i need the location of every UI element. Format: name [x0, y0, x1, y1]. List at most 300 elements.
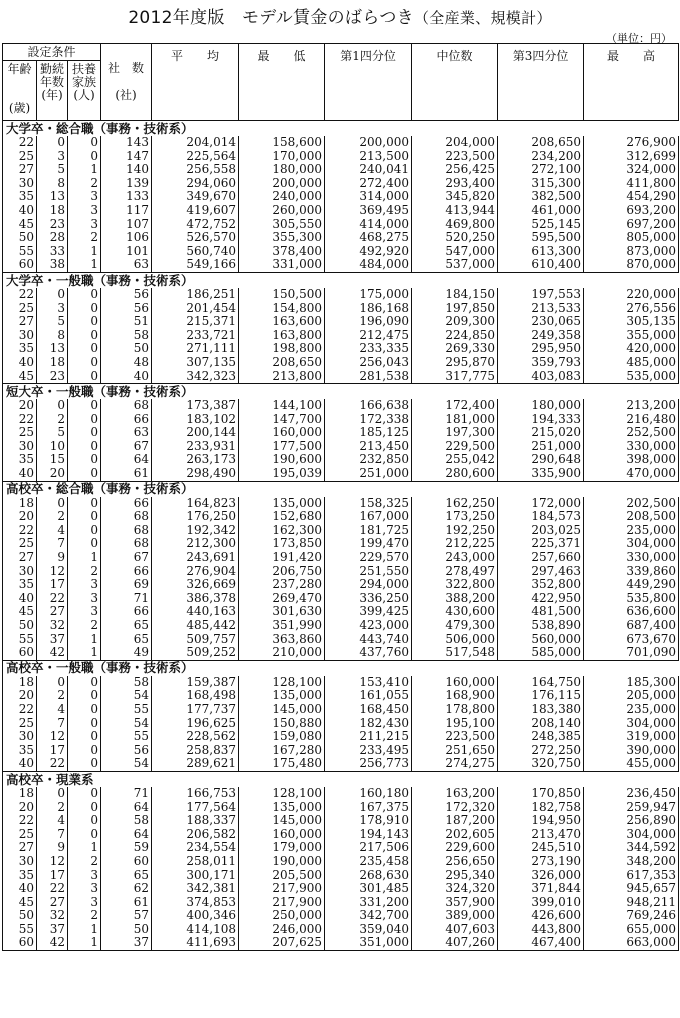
table-row	[3, 537, 679, 551]
cell-companies: 65	[101, 619, 152, 633]
cell-average: 234,554	[152, 841, 239, 855]
table-row	[3, 787, 679, 801]
header-age-label: 年齢	[7, 62, 32, 76]
section-header	[3, 121, 679, 137]
table-row	[3, 801, 679, 815]
cell-companies: 68	[101, 510, 152, 524]
cell-age: 27	[3, 551, 37, 565]
cell-age: 27	[3, 841, 37, 855]
cell-q3: 176,115	[498, 689, 584, 703]
cell-average: 176,250	[152, 510, 239, 524]
cell-family: 1	[68, 258, 101, 272]
cell-age: 35	[3, 869, 37, 883]
table-row	[3, 869, 679, 883]
cell-q3: 203,025	[498, 524, 584, 538]
cell-min: 260,000	[239, 204, 325, 218]
cell-average: 549,166	[152, 258, 239, 272]
cell-years: 0	[37, 787, 68, 801]
cell-min: 147,700	[239, 413, 325, 427]
section-label: 高校卒・現業系	[3, 771, 679, 787]
table-row	[3, 689, 679, 703]
cell-max: 348,200	[584, 855, 679, 869]
cell-max: 276,900	[584, 136, 679, 150]
cell-companies: 66	[101, 497, 152, 511]
table-body	[3, 121, 679, 951]
cell-q3: 481,500	[498, 605, 584, 619]
cell-companies: 56	[101, 302, 152, 316]
cell-average: 509,757	[152, 633, 239, 647]
cell-q3: 164,750	[498, 676, 584, 690]
cell-min: 173,850	[239, 537, 325, 551]
section-label: 大学卒・一般職（事務・技術系）	[3, 272, 679, 288]
cell-min: 198,800	[239, 342, 325, 356]
cell-max: 339,860	[584, 565, 679, 579]
cell-age: 30	[3, 329, 37, 343]
cell-years: 27	[37, 896, 68, 910]
cell-min: 152,680	[239, 510, 325, 524]
cell-average: 212,300	[152, 537, 239, 551]
cell-q1: 233,495	[325, 744, 412, 758]
cell-median: 517,548	[412, 646, 498, 660]
cell-family: 3	[68, 578, 101, 592]
cell-family: 0	[68, 329, 101, 343]
cell-average: 276,904	[152, 565, 239, 579]
cell-companies: 65	[101, 633, 152, 647]
cell-q1: 213,500	[325, 150, 412, 164]
cell-average: 560,740	[152, 245, 239, 259]
cell-age: 25	[3, 828, 37, 842]
cell-min: 145,000	[239, 703, 325, 717]
cell-min: 180,000	[239, 163, 325, 177]
cell-q3: 359,793	[498, 356, 584, 370]
cell-q1: 175,000	[325, 288, 412, 302]
cell-median: 295,340	[412, 869, 498, 883]
cell-q1: 359,040	[325, 923, 412, 937]
cell-years: 7	[37, 717, 68, 731]
cell-years: 10	[37, 440, 68, 454]
header-years-unit: (年)	[41, 88, 63, 102]
cell-years: 42	[37, 936, 68, 950]
cell-years: 15	[37, 453, 68, 467]
cell-median: 197,850	[412, 302, 498, 316]
cell-q1: 160,180	[325, 787, 412, 801]
cell-family: 0	[68, 370, 101, 384]
cell-q3: 248,385	[498, 730, 584, 744]
cell-years: 17	[37, 869, 68, 883]
cell-max: 701,090	[584, 646, 679, 660]
cell-max: 276,556	[584, 302, 679, 316]
cell-min: 191,420	[239, 551, 325, 565]
cell-age: 25	[3, 717, 37, 731]
header-companies-unit: (社)	[115, 88, 137, 102]
cell-median: 413,944	[412, 204, 498, 218]
table-row	[3, 245, 679, 259]
cell-family: 0	[68, 356, 101, 370]
cell-companies: 37	[101, 936, 152, 950]
cell-q1: 182,430	[325, 717, 412, 731]
cell-years: 2	[37, 413, 68, 427]
cell-q1: 167,000	[325, 510, 412, 524]
cell-average: 349,670	[152, 190, 239, 204]
cell-years: 9	[37, 551, 68, 565]
cell-median: 160,000	[412, 676, 498, 690]
cell-max: 220,000	[584, 288, 679, 302]
cell-companies: 68	[101, 537, 152, 551]
cell-max: 304,000	[584, 828, 679, 842]
cell-average: 201,454	[152, 302, 239, 316]
cell-years: 27	[37, 605, 68, 619]
cell-q1: 468,275	[325, 231, 412, 245]
cell-years: 5	[37, 426, 68, 440]
cell-q3: 595,500	[498, 231, 584, 245]
cell-median: 322,800	[412, 578, 498, 592]
cell-min: 154,800	[239, 302, 325, 316]
cell-age: 22	[3, 136, 37, 150]
cell-max: 202,500	[584, 497, 679, 511]
cell-age: 40	[3, 757, 37, 771]
cell-average: 164,823	[152, 497, 239, 511]
table-row	[3, 356, 679, 370]
cell-average: 440,163	[152, 605, 239, 619]
cell-q3: 382,500	[498, 190, 584, 204]
cell-age: 20	[3, 399, 37, 413]
cell-family: 3	[68, 869, 101, 883]
cell-companies: 63	[101, 426, 152, 440]
table-row	[3, 399, 679, 413]
cell-median: 388,200	[412, 592, 498, 606]
cell-max: 655,000	[584, 923, 679, 937]
cell-max: 948,211	[584, 896, 679, 910]
cell-years: 22	[37, 757, 68, 771]
cell-age: 25	[3, 302, 37, 316]
cell-age: 40	[3, 592, 37, 606]
cell-min: 250,000	[239, 909, 325, 923]
cell-companies: 55	[101, 730, 152, 744]
cell-years: 0	[37, 136, 68, 150]
cell-companies: 50	[101, 342, 152, 356]
cell-years: 18	[37, 356, 68, 370]
cell-average: 188,337	[152, 814, 239, 828]
cell-q1: 194,143	[325, 828, 412, 842]
table-row	[3, 923, 679, 937]
cell-median: 255,042	[412, 453, 498, 467]
cell-q1: 172,338	[325, 413, 412, 427]
cell-family: 0	[68, 302, 101, 316]
title-sub: （全産業、規模計）	[413, 9, 552, 27]
cell-q3: 326,000	[498, 869, 584, 883]
cell-q3: 182,758	[498, 801, 584, 815]
cell-min: 163,600	[239, 315, 325, 329]
cell-q1: 484,000	[325, 258, 412, 272]
cell-max: 470,000	[584, 467, 679, 481]
cell-median: 172,320	[412, 801, 498, 815]
cell-q1: 268,630	[325, 869, 412, 883]
cell-q3: 443,800	[498, 923, 584, 937]
cell-min: 135,000	[239, 497, 325, 511]
cell-years: 7	[37, 828, 68, 842]
cell-family: 0	[68, 730, 101, 744]
table-row	[3, 551, 679, 565]
cell-median: 204,000	[412, 136, 498, 150]
cell-min: 208,650	[239, 356, 325, 370]
cell-average: 374,853	[152, 896, 239, 910]
cell-median: 269,330	[412, 342, 498, 356]
cell-years: 20	[37, 467, 68, 481]
cell-q1: 153,410	[325, 676, 412, 690]
cell-companies: 61	[101, 467, 152, 481]
cell-q1: 256,773	[325, 757, 412, 771]
cell-years: 5	[37, 315, 68, 329]
cell-years: 37	[37, 923, 68, 937]
cell-age: 27	[3, 163, 37, 177]
header-age	[3, 61, 37, 121]
header-min: 最 低	[239, 44, 325, 121]
cell-q3: 180,000	[498, 399, 584, 413]
table-row	[3, 204, 679, 218]
cell-companies: 117	[101, 204, 152, 218]
cell-family: 0	[68, 440, 101, 454]
cell-q1: 256,043	[325, 356, 412, 370]
cell-q3: 315,300	[498, 177, 584, 191]
cell-companies: 60	[101, 855, 152, 869]
cell-family: 0	[68, 703, 101, 717]
cell-companies: 140	[101, 163, 152, 177]
cell-median: 229,500	[412, 440, 498, 454]
cell-median: 295,870	[412, 356, 498, 370]
cell-age: 50	[3, 619, 37, 633]
cell-average: 414,108	[152, 923, 239, 937]
cell-years: 0	[37, 399, 68, 413]
cell-companies: 61	[101, 896, 152, 910]
cell-min: 206,750	[239, 565, 325, 579]
cell-max: 663,000	[584, 936, 679, 950]
cell-years: 17	[37, 744, 68, 758]
table-row	[3, 231, 679, 245]
cell-average: 258,837	[152, 744, 239, 758]
cell-average: 294,060	[152, 177, 239, 191]
cell-average: 263,173	[152, 453, 239, 467]
table-row	[3, 744, 679, 758]
header-max: 最 高	[584, 44, 679, 121]
cell-min: 355,300	[239, 231, 325, 245]
cell-min: 200,000	[239, 177, 325, 191]
header-setting: 設定条件	[3, 44, 101, 61]
cell-min: 331,000	[239, 258, 325, 272]
cell-median: 224,850	[412, 329, 498, 343]
cell-companies: 71	[101, 592, 152, 606]
cell-max: 252,500	[584, 426, 679, 440]
cell-average: 289,621	[152, 757, 239, 771]
cell-years: 0	[37, 676, 68, 690]
cell-family: 0	[68, 315, 101, 329]
header-q3: 第3四分位	[498, 44, 584, 121]
cell-average: 400,346	[152, 909, 239, 923]
cell-q1: 351,000	[325, 936, 412, 950]
cell-companies: 49	[101, 646, 152, 660]
table-row	[3, 814, 679, 828]
cell-age: 40	[3, 204, 37, 218]
cell-average: 186,251	[152, 288, 239, 302]
cell-q3: 245,510	[498, 841, 584, 855]
cell-q3: 295,950	[498, 342, 584, 356]
cell-median: 407,603	[412, 923, 498, 937]
cell-q1: 492,920	[325, 245, 412, 259]
cell-age: 35	[3, 190, 37, 204]
cell-family: 0	[68, 399, 101, 413]
table-row	[3, 841, 679, 855]
cell-q3: 230,065	[498, 315, 584, 329]
cell-companies: 56	[101, 744, 152, 758]
cell-max: 185,300	[584, 676, 679, 690]
cell-age: 35	[3, 578, 37, 592]
cell-q3: 525,145	[498, 218, 584, 232]
cell-family: 1	[68, 551, 101, 565]
cell-companies: 56	[101, 288, 152, 302]
cell-min: 269,470	[239, 592, 325, 606]
header-companies-label: 社 数	[108, 61, 145, 75]
cell-median: 547,000	[412, 245, 498, 259]
cell-q3: 403,083	[498, 370, 584, 384]
table-row	[3, 440, 679, 454]
cell-min: 159,080	[239, 730, 325, 744]
cell-age: 55	[3, 633, 37, 647]
cell-years: 0	[37, 497, 68, 511]
cell-years: 0	[37, 288, 68, 302]
section-label: 大学卒・総合職（事務・技術系）	[3, 121, 679, 137]
cell-min: 301,630	[239, 605, 325, 619]
cell-median: 209,300	[412, 315, 498, 329]
cell-max: 256,890	[584, 814, 679, 828]
cell-q1: 251,550	[325, 565, 412, 579]
cell-max: 324,000	[584, 163, 679, 177]
cell-max: 870,000	[584, 258, 679, 272]
cell-average: 411,693	[152, 936, 239, 950]
section-label: 短大卒・一般職（事務・技術系）	[3, 384, 679, 400]
cell-q3: 249,358	[498, 329, 584, 343]
cell-q1: 342,700	[325, 909, 412, 923]
cell-average: 233,721	[152, 329, 239, 343]
cell-years: 22	[37, 882, 68, 896]
cell-max: 945,657	[584, 882, 679, 896]
cell-years: 33	[37, 245, 68, 259]
cell-max: 235,000	[584, 524, 679, 538]
unit-label: （単位：円）	[606, 32, 672, 45]
cell-median: 506,000	[412, 633, 498, 647]
cell-min: 217,900	[239, 896, 325, 910]
cell-median: 430,600	[412, 605, 498, 619]
cell-average: 509,252	[152, 646, 239, 660]
cell-max: 236,450	[584, 787, 679, 801]
cell-min: 135,000	[239, 801, 325, 815]
cell-q3: 560,000	[498, 633, 584, 647]
cell-max: 319,000	[584, 730, 679, 744]
cell-min: 305,550	[239, 218, 325, 232]
cell-age: 30	[3, 855, 37, 869]
table-row	[3, 909, 679, 923]
cell-median: 537,000	[412, 258, 498, 272]
cell-age: 50	[3, 909, 37, 923]
cell-average: 386,378	[152, 592, 239, 606]
cell-age: 30	[3, 177, 37, 191]
section-header	[3, 272, 679, 288]
cell-average: 168,498	[152, 689, 239, 703]
cell-family: 2	[68, 909, 101, 923]
cell-family: 3	[68, 592, 101, 606]
cell-age: 22	[3, 814, 37, 828]
cell-min: 205,500	[239, 869, 325, 883]
cell-q3: 170,850	[498, 787, 584, 801]
cell-family: 0	[68, 801, 101, 815]
cell-family: 2	[68, 231, 101, 245]
cell-max: 769,246	[584, 909, 679, 923]
cell-average: 243,691	[152, 551, 239, 565]
cell-companies: 101	[101, 245, 152, 259]
cell-average: 485,442	[152, 619, 239, 633]
cell-companies: 139	[101, 177, 152, 191]
cell-max: 304,000	[584, 537, 679, 551]
cell-q3: 208,650	[498, 136, 584, 150]
cell-q1: 167,375	[325, 801, 412, 815]
cell-family: 1	[68, 163, 101, 177]
cell-median: 324,320	[412, 882, 498, 896]
table-row	[3, 828, 679, 842]
cell-age: 22	[3, 413, 37, 427]
cell-median: 178,800	[412, 703, 498, 717]
table-row	[3, 413, 679, 427]
cell-q3: 613,300	[498, 245, 584, 259]
cell-median: 293,400	[412, 177, 498, 191]
cell-average: 326,669	[152, 578, 239, 592]
cell-q3: 273,190	[498, 855, 584, 869]
header-median: 中位数	[412, 44, 498, 121]
cell-q3: 234,200	[498, 150, 584, 164]
cell-family: 1	[68, 936, 101, 950]
cell-average: 256,558	[152, 163, 239, 177]
table-row	[3, 605, 679, 619]
cell-q3: 371,844	[498, 882, 584, 896]
table-row	[3, 633, 679, 647]
cell-q1: 212,475	[325, 329, 412, 343]
cell-min: 210,000	[239, 646, 325, 660]
cell-q1: 196,090	[325, 315, 412, 329]
cell-median: 479,300	[412, 619, 498, 633]
cell-companies: 62	[101, 882, 152, 896]
cell-median: 251,650	[412, 744, 498, 758]
cell-q1: 161,055	[325, 689, 412, 703]
cell-median: 197,300	[412, 426, 498, 440]
cell-min: 351,990	[239, 619, 325, 633]
cell-q1: 178,910	[325, 814, 412, 828]
header-family-unit: (人)	[73, 88, 95, 102]
cell-max: 355,000	[584, 329, 679, 343]
cell-q3: 213,533	[498, 302, 584, 316]
cell-q3: 194,333	[498, 413, 584, 427]
cell-q1: 233,335	[325, 342, 412, 356]
cell-years: 42	[37, 646, 68, 660]
cell-q1: 213,450	[325, 440, 412, 454]
cell-companies: 67	[101, 551, 152, 565]
cell-median: 195,100	[412, 717, 498, 731]
table-row	[3, 150, 679, 164]
cell-max: 344,592	[584, 841, 679, 855]
header-family	[68, 61, 101, 121]
cell-q3: 467,400	[498, 936, 584, 950]
cell-min: 177,500	[239, 440, 325, 454]
cell-max: 535,800	[584, 592, 679, 606]
table-row	[3, 467, 679, 481]
cell-min: 190,000	[239, 855, 325, 869]
table-row	[3, 757, 679, 771]
